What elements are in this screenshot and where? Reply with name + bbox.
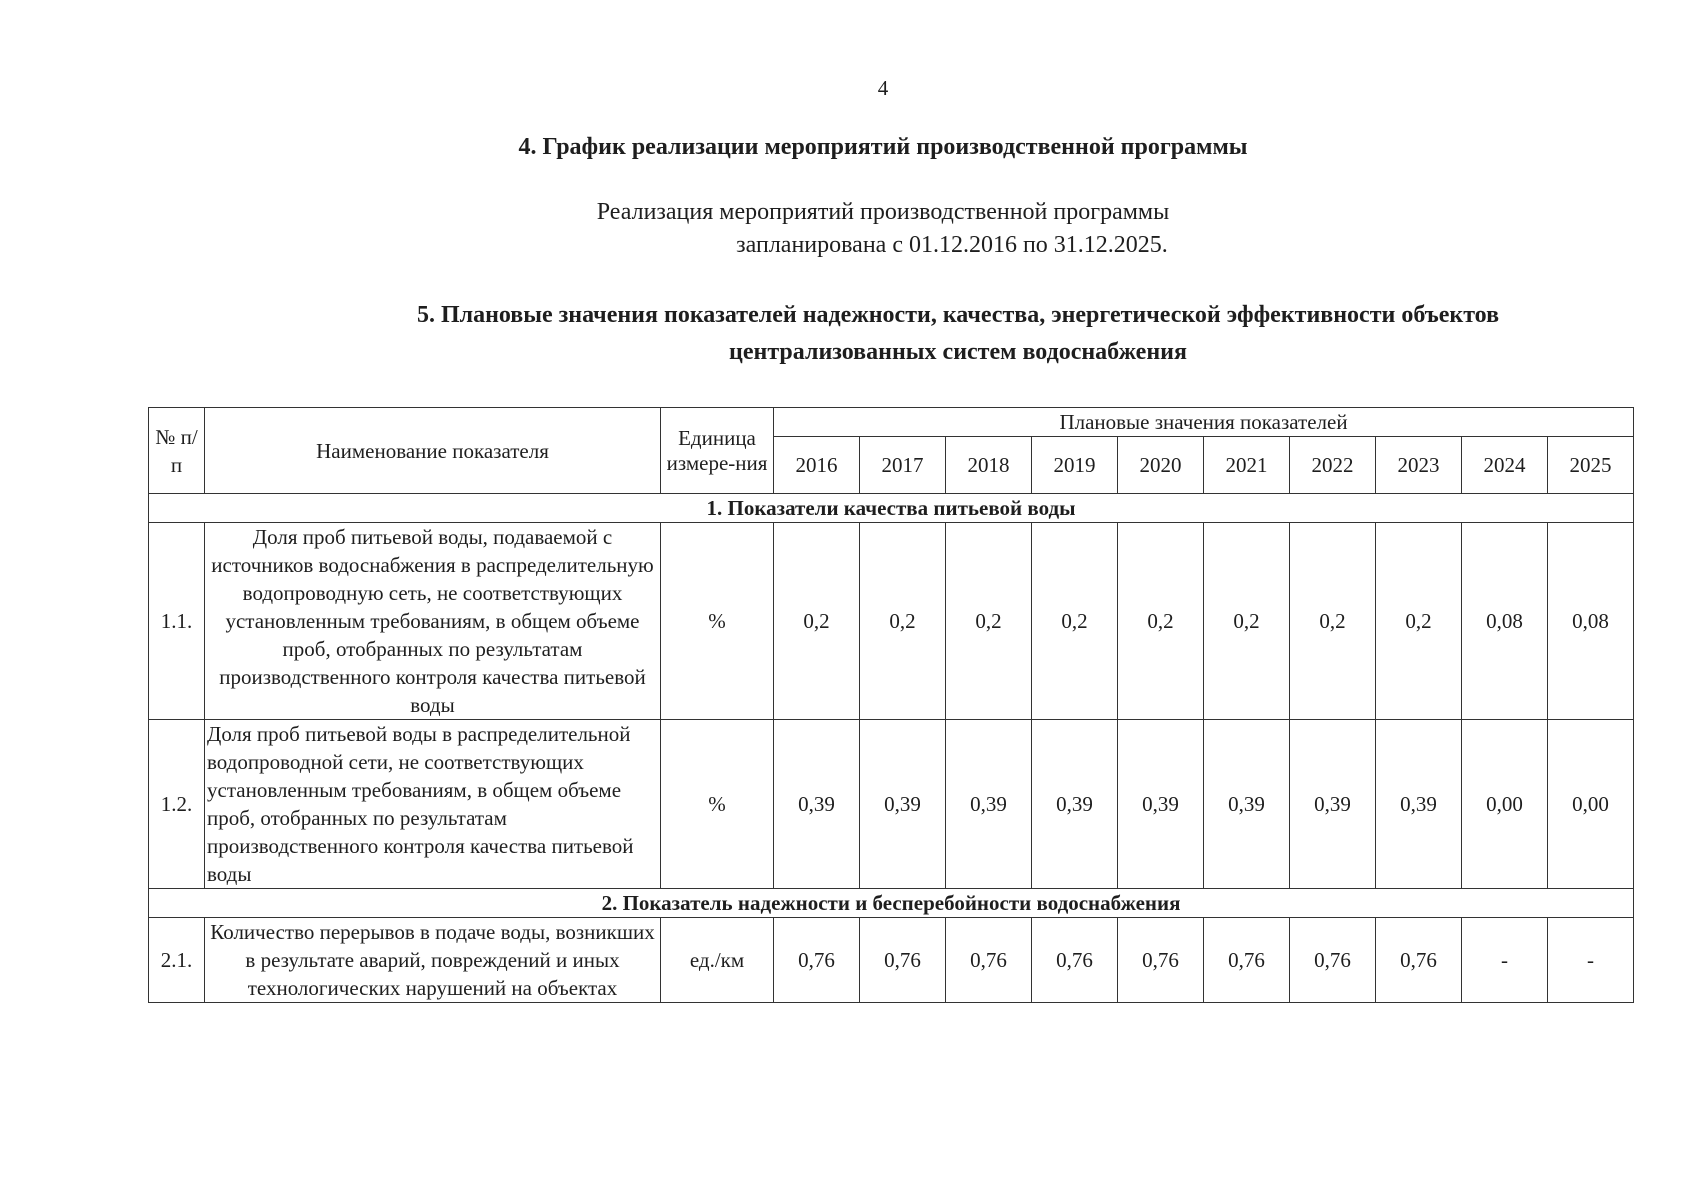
header-year: 2019 — [1032, 437, 1118, 494]
row-value: - — [1462, 918, 1548, 1003]
header-year: 2025 — [1548, 437, 1634, 494]
row-value: 0,08 — [1548, 523, 1634, 720]
table-row — [149, 720, 1634, 889]
row-value: 0,00 — [1462, 720, 1548, 889]
header-year: 2017 — [860, 437, 946, 494]
indicators-table — [148, 407, 1634, 1003]
header-num: № п/п — [149, 408, 205, 494]
row-value: 0,2 — [1290, 523, 1376, 720]
row-indicator-name: Доля проб питьевой воды в распределительной водопроводной сети, не соответствующих установленным требованиям, в общем объеме проб, отобранных по результатам производственного контроля качества питьевой воды — [205, 720, 661, 889]
row-value: 0,76 — [946, 918, 1032, 1003]
row-indicator-name: Количество перерывов в подаче воды, возникших в результате аварий, повреждений и иных технологических нарушений на объектах — [205, 918, 661, 1003]
schedule-line-2: запланирована с 01.12.2016 по 31.12.2025. — [736, 232, 1168, 258]
header-year: 2023 — [1376, 437, 1462, 494]
header-year: 2016 — [774, 437, 860, 494]
section-row — [149, 889, 1634, 918]
header-unit: Единица измере-ния — [661, 408, 774, 494]
section4-title: 4. График реализации мероприятий производственной программы — [518, 134, 1248, 160]
row-indicator-name: Доля проб питьевой воды, подаваемой с источников водоснабжения в распределительную водопроводную сеть, не соответствующих установленным требованиям, в общем объеме проб, отобранных по результатам производственного контроля качества питьевой воды — [205, 523, 661, 720]
row-value: 0,76 — [774, 918, 860, 1003]
row-value: 0,2 — [1376, 523, 1462, 720]
page-number: 4 — [877, 76, 889, 100]
section5-title-line-2: централизованных систем водоснабжения — [729, 339, 1187, 365]
row-unit: % — [661, 720, 774, 889]
section5-title — [150, 297, 1698, 371]
section-row — [149, 494, 1634, 523]
row-num: 1.2. — [149, 720, 205, 889]
row-value: 0,39 — [1204, 720, 1290, 889]
header-year: 2021 — [1204, 437, 1290, 494]
row-value: 0,76 — [1376, 918, 1462, 1003]
row-value: 0,39 — [1376, 720, 1462, 889]
row-value: 0,39 — [946, 720, 1032, 889]
schedule-line-1: Реализация мероприятий производственной программы — [596, 199, 1170, 225]
row-value: 0,2 — [1032, 523, 1118, 720]
header-plan-values: Плановые значения показателей — [774, 408, 1634, 437]
row-value: - — [1548, 918, 1634, 1003]
row-unit: % — [661, 523, 774, 720]
header-year: 2022 — [1290, 437, 1376, 494]
row-num: 2.1. — [149, 918, 205, 1003]
row-value: 0,76 — [1118, 918, 1204, 1003]
row-value: 0,76 — [1032, 918, 1118, 1003]
row-value: 0,39 — [1118, 720, 1204, 889]
header-year: 2024 — [1462, 437, 1548, 494]
section-title: 1. Показатели качества питьевой воды — [149, 494, 1634, 523]
row-value: 0,2 — [1204, 523, 1290, 720]
section-title: 2. Показатель надежности и бесперебойности водоснабжения — [149, 889, 1634, 918]
row-value: 0,39 — [774, 720, 860, 889]
row-value: 0,39 — [860, 720, 946, 889]
row-value: 0,76 — [860, 918, 946, 1003]
table-header-row — [149, 408, 1634, 437]
row-value: 0,39 — [1290, 720, 1376, 889]
row-value: 0,2 — [946, 523, 1032, 720]
header-year: 2018 — [946, 437, 1032, 494]
row-unit: ед./км — [661, 918, 774, 1003]
row-value: 0,76 — [1204, 918, 1290, 1003]
header-year: 2020 — [1118, 437, 1204, 494]
table-row — [149, 918, 1634, 1003]
row-value: 0,39 — [1032, 720, 1118, 889]
row-value: 0,76 — [1290, 918, 1376, 1003]
row-value: 0,2 — [774, 523, 860, 720]
row-value: 0,00 — [1548, 720, 1634, 889]
header-name: Наименование показателя — [205, 408, 661, 494]
row-value: 0,2 — [860, 523, 946, 720]
row-value: 0,08 — [1462, 523, 1548, 720]
section5-title-line-1: 5. Плановые значения показателей надежности, качества, энергетической эффективности объектов — [416, 302, 1500, 328]
row-num: 1.1. — [149, 523, 205, 720]
table-row — [149, 523, 1634, 720]
row-value: 0,2 — [1118, 523, 1204, 720]
